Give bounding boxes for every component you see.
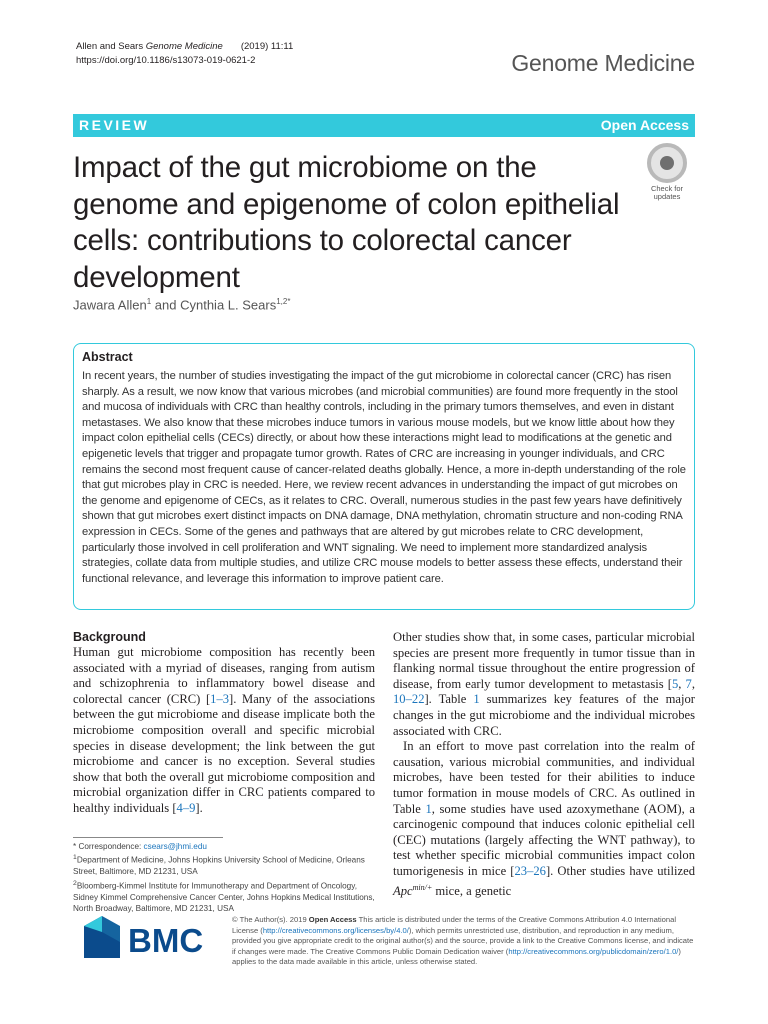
doi-link[interactable]: https://doi.org/10.1186/s13073-019-0621-2 (76, 55, 256, 66)
body-paragraph: Other studies show that, in some cases, particular microbial species are present more frequently in tumor tissue than in flanking normal tissue throughout the entire progression of disease, from early tumor development to metastasis [5, 7, 10–22]. Table 1 summarizes key features of the major changes in the gut microbiome and the individual microbes associated with CRC. (393, 630, 695, 738)
table-link[interactable]: 1 (425, 801, 432, 816)
abstract-box (73, 343, 695, 610)
citation-link[interactable]: 23–26 (514, 863, 546, 878)
email-link[interactable]: csears@jhmi.edu (143, 842, 207, 851)
svg-text:BMC: BMC (128, 922, 204, 959)
volume-info: (2019) 11:11 (240, 41, 294, 52)
journal-logo: Genome Medicine (511, 50, 695, 76)
license-link[interactable]: http://creativecommons.org/licenses/by/4.0/ (262, 925, 409, 935)
footnotes (73, 841, 375, 914)
journal-name: Genome Medicine (145, 41, 223, 52)
author-name[interactable]: Cynthia L. Sears (180, 297, 277, 313)
section-heading: Background (73, 630, 146, 644)
check-for-updates-label: Check for updates (650, 184, 684, 201)
article-type-banner (73, 114, 695, 137)
body-paragraph: Human gut microbiome composition has recently been associated with a myriad of diseases, ranging from autism and schizophrenia to inflammatory bowel disease and colorectal cancer (CRC) [1–3]. Many of the associations between the gut microbiome and disease implicate both the microbiome composition overall and specific microbial species in disease development; the link between the gut microbiome and cancer is no exception. Several studies show that both the overall gut microbiome composition and microbial organization differ in CRC patients compared to healthy individuals [4–9]. (73, 645, 375, 815)
table-link[interactable]: 1 (473, 692, 480, 707)
author-list: Jawara Allen$^1$ and Cynthia L. Sears$^{1,2*}$ (73, 297, 291, 313)
citation-link[interactable]: 10–22 (393, 692, 425, 707)
affiliation-2: $^2$Bloomberg-Kimmel Institute for Immunotherapy and Department of Oncology, Sidney Kimmel Comprehensive Cancer Center, Johns Hopkins Medical Institutions, North Broadway, Baltimore, MD 21231, USA (73, 879, 375, 913)
license-text: © The Author(s). 2019 Open Access This article is distributed under the terms of the Creative Commons Attribution 4.0 International License (http://creativecommons.org/licenses/by/4.0/), which permits unrestricted use, distribution, and reproduction in any medium, provided you give appropriate credit to the original author(s) and the source, provide a link to the Creative Commons license, and indicate if changes were made. The Creative Commons Public Domain Dedication waiver (http://creativecommons.org/publicdomain/zero/1.0/) applies to the data made available in this article, unless otherwise stated. (232, 915, 694, 967)
article-type: REVIEW (79, 117, 150, 133)
public-domain-link[interactable]: http://creativecommons.org/publicdomain/zero/1.0/ (508, 946, 679, 956)
citation-link[interactable]: 5 (671, 676, 679, 691)
open-access-label: Open Access (600, 117, 689, 133)
article-title: Impact of the gut microbiome on the genome and epigenome of colon epithelial cells: contributions to colorectal cancer development (73, 151, 620, 294)
body-column-right (393, 630, 695, 899)
author-name[interactable]: Jawara Allen (73, 297, 147, 313)
citation-link[interactable]: 7 (685, 676, 692, 691)
abstract-heading: Abstract (82, 350, 133, 364)
citation-header (76, 40, 293, 68)
check-for-updates-badge[interactable] (640, 143, 694, 203)
citation-link[interactable]: 4–9 (176, 800, 196, 815)
body-column-left (73, 630, 375, 817)
body-paragraph: In an effort to move past correlation into the realm of causation, various microbial communities, and individual microbes, have been tested for their abilities to induce tumor formation in mouse models of CRC. As outlined in Table 1, some studies have used azoxymethane (AOM), a carcinogenic compound that induces colonic epithelial cell (CEC) mutations (largely affecting the WNT pathway), to test whether specific microbial communities impact colon tumorigenesis in mice [23–26]. Other studies have utilized Apc$^{min/+}$ mice, a genetic (393, 739, 696, 898)
crossmark-icon (647, 143, 687, 183)
short-authors: Allen and Sears (76, 41, 144, 52)
footnote-divider (73, 837, 223, 838)
citation-link[interactable]: 1–3 (210, 691, 230, 706)
correspondence: * Correspondence: csears@jhmi.edu (73, 842, 207, 851)
bmc-logo (80, 912, 220, 962)
affiliation-1: $^1$Department of Medicine, Johns Hopkins University School of Medicine, Orleans Street, Baltimore, MD 21231, USA (73, 854, 365, 877)
abstract-text: In recent years, the number of studies investigating the impact of the gut microbiome in colorectal cancer (CRC) has risen sharply. As a result, we now know that various microbes (and microbial communities) are found more frequently in the stool and mucosa of individuals with CRC than healthy controls, including in the primary tumors themselves, and even in distant metastases. We also know that these microbes induce tumors in various mouse models, but we know little about how they impact colon epithelial cells (CECs) directly, or about how these interactions might lead to modifications at the genetic and epigenetic levels that trigger and propagate tumor growth. Rates of CRC are increasing in younger individuals, and CRC remains the second most frequent cause of cancer-related deaths globally. Hence, a more in-depth understanding of the role that gut microbes play in CRC is needed. Here, we review recent advances in understanding the impact of gut microbes on the genome and epigenome of CECs, as it relates to CRC. Overall, numerous studies in the past few years have definitively shown that gut microbes exert distinct impacts on DNA damage, DNA methylation, chromatin structure and non-coding RNA expression in CECs. Some of the genes and pathways that are altered by gut microbes relate to CRC development, particularly those involved in cell proliferation and WNT signaling. We need to implement more standardized analysis strategies, collate data from multiple studies, and utilize CRC mouse models to better assess these effects, understand their functional relevance, and leverage this information to improve patient care. (82, 370, 686, 585)
